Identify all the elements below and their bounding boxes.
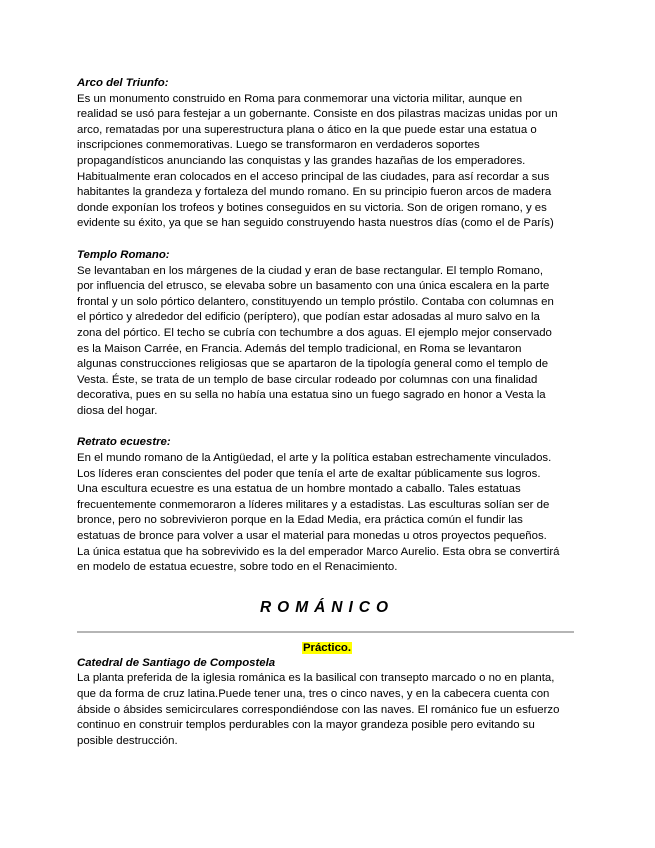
text-line: Vesta. Éste, se trata de un templo de base circular rodeado por columnas con una finalidad bbox=[77, 373, 538, 386]
text-line: que da forma de cruz latina.Puede tener una, tres o cinco naves, y en la cabecera cuenta con bbox=[77, 688, 550, 700]
section-retrato-ecuestre bbox=[77, 435, 577, 575]
text-line: en modelo de estatua ecuestre, sobre todo en el Renacimiento. bbox=[77, 561, 398, 574]
section-title: Catedral de Santiago de Compostela bbox=[77, 656, 276, 669]
practico-label: Práctico. bbox=[302, 641, 352, 654]
text-line: zona del pórtico. El techo se cubría con techumbre a dos aguas. El ejemplo mejor conservado bbox=[77, 326, 552, 339]
horizontal-rule bbox=[77, 631, 574, 633]
text-line: frecuentemente conmemoraron a líderes militares y a estadistas. Las esculturas solían ser de bbox=[77, 498, 550, 511]
text-line: continuo en construir templos perdurables con la mayor grandeza posible pero evitando su bbox=[77, 719, 535, 732]
text-line: estatuas de bronce para volver a usar el material para monedas u otros proyectos pequeños. bbox=[77, 530, 547, 543]
text-line: ábside o ábsides semicirculares correspondiéndose con las naves. El románico fue un esfuerzo bbox=[77, 703, 560, 716]
text-line: La única estatua que ha sobrevivido es la del emperador Marco Aurelio. Esta obra se convertirá bbox=[77, 545, 560, 558]
document-page bbox=[77, 76, 577, 749]
section-title: Templo Romano: bbox=[77, 248, 170, 261]
text-line: algunas construcciones religiosas que se apartaron de la tipología general como el templo de bbox=[77, 358, 549, 371]
section-catedral-santiago bbox=[77, 656, 577, 750]
section-templo-romano bbox=[77, 248, 577, 420]
text-line: Habitualmente eran colocados en el acceso principal de las ciudades, para así recordar a sus bbox=[77, 170, 550, 183]
text-line: propagandísticos anunciando las conquistas y las grandes hazañas de los emperadores. bbox=[77, 154, 526, 167]
paragraph-gap bbox=[77, 419, 577, 435]
text-line: el pórtico y alrededor del edificio (períptero), que podían estar adosadas al muro salvo en la bbox=[77, 311, 540, 324]
text-line: decorativa, pues en su sella no había una estatua sino un fuego sagrado en honor a Vesta la bbox=[77, 389, 546, 402]
text-line: En el mundo romano de la Antigüedad, el arte y la política estaban estrechamente vinculados. bbox=[77, 452, 552, 465]
romanico-heading: ROMÁNICO bbox=[259, 598, 395, 616]
practico-label-wrap bbox=[77, 641, 577, 656]
section-title: Arco del Triunfo: bbox=[77, 77, 169, 89]
text-line: realidad se usó para festejar a un gobernante. Consiste en dos pilastras macizas unidas por un bbox=[77, 108, 558, 121]
section-body bbox=[77, 264, 577, 420]
section-title: Retrato ecuestre: bbox=[77, 436, 171, 449]
text-line: La planta preferida de la iglesia románica es la basilical con transepto marcado o no en planta, bbox=[77, 672, 555, 685]
text-line: Una escultura ecuestre es una estatua de un hombre montado a caballo. Tales estatuas bbox=[77, 483, 521, 496]
paragraph-gap bbox=[77, 232, 577, 248]
text-line: donde exponían los trofeos y botines conseguidos en su victoria. Son de origen romano, y es bbox=[77, 201, 547, 214]
section-body bbox=[77, 451, 577, 576]
section-arco-del-triunfo bbox=[77, 76, 577, 232]
text-line: evidente su éxito, ya que se han seguido construyendo hasta nuestros días (como el de París) bbox=[77, 217, 554, 230]
text-line: inscripciones conmemorativas. Luego se transformaron en verdaderos soportes bbox=[77, 139, 480, 152]
text-line: habitantes la grandeza y fortaleza del mundo romano. En su principio fueron arcos de madera bbox=[77, 186, 552, 199]
text-line: diosa del hogar. bbox=[77, 404, 158, 417]
text-line: posible destrucción. bbox=[77, 734, 178, 747]
text-line: frontal y un solo pórtico delantero, constituyendo un templo próstilo. Contaba con columnas en bbox=[77, 295, 554, 308]
text-line: arco, rematadas por una superestructura plana o ático en la que puede estar una estatua o bbox=[77, 123, 537, 136]
section-body bbox=[77, 671, 577, 749]
text-line: Es un monumento construido en Roma para conmemorar una victoria militar, aunque en bbox=[77, 92, 523, 105]
text-line: Se levantaban en los márgenes de la ciudad y eran de base rectangular. El templo Romano, bbox=[77, 264, 544, 277]
text-line: Los líderes eran conscientes del poder que tenía el arte de exaltar públicamente sus logros. bbox=[77, 467, 541, 480]
text-line: bronce, pero no sobrevivieron porque en la Edad Media, era práctica común el fundir las bbox=[77, 514, 523, 527]
text-line: por influencia del etrusco, se elevaba sobre un basamento con una única escalera en la parte bbox=[77, 280, 550, 293]
text-line: es la Maison Carrée, en Francia. Además del templo tradicional, en Roma se levantaron bbox=[77, 342, 522, 355]
section-body bbox=[77, 92, 577, 232]
